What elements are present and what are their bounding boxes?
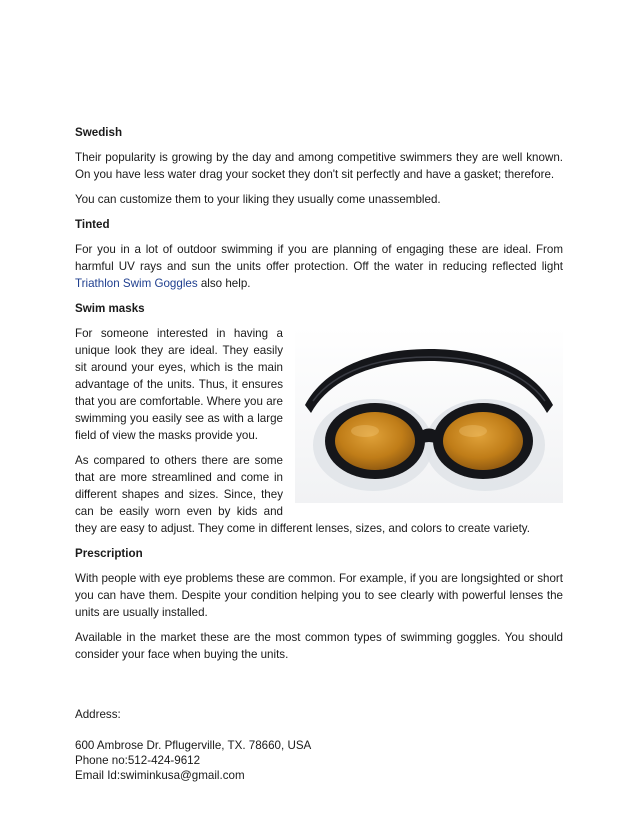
prescription-paragraph-2: Available in the market these are the most common types of swimming goggles. You should consider your face when buying the units. (75, 631, 563, 661)
address-street: 600 Ambrose Dr. Pflugerville, TX. 78660, USA (75, 739, 312, 752)
address-email: Email Id:swiminkusa@gmail.com (75, 769, 245, 782)
heading-swedish: Swedish (75, 126, 123, 139)
address-phone: Phone no:512-424-9612 (75, 754, 201, 767)
heading-swim-masks: Swim masks (75, 302, 145, 315)
tinted-paragraph-tail: also help. (197, 277, 251, 290)
prescription-paragraph-1: With people with eye problems these are common. For example, if you are longsighted or short you can have them. Despite your condition helping you to see clearly with powerful lenses the units are usually installed. (75, 572, 563, 619)
heading-prescription: Prescription (75, 547, 143, 560)
address-label: Address: (75, 708, 121, 721)
swim-masks-paragraph-1: For someone interested in having a unique look they are ideal. They easily sit around your eyes, which is the main advantage of the units. Thus, it ensures that you are comfortable. Where you are swimming you easily see as with a large field of view the masks provide you. (75, 327, 283, 442)
heading-tinted: Tinted (75, 218, 110, 231)
triathlon-swim-goggles-link[interactable]: Triathlon Swim Goggles (75, 277, 198, 290)
swim-masks-paragraph-2: As compared to others there are some that are more streamlined and come in different shapes and sizes. Since, they can be easily worn even by kids and they are easy to adjust. They come in different lenses, sizes, and colors to create variety. (75, 454, 530, 535)
tinted-paragraph (75, 241, 563, 292)
swedish-paragraph-2: You can customize them to your liking they usually come unassembled. (75, 193, 441, 206)
swedish-paragraph-1: Their popularity is growing by the day and among competitive swimmers they are well known. On you have less water drag your socket they don't sit perfectly and have a gasket; therefore. (75, 151, 563, 181)
address-block (75, 707, 563, 783)
swim-goggles-photo (295, 327, 563, 503)
document-body (75, 124, 563, 671)
tinted-paragraph-text: For you in a lot of outdoor swimming if you are planning of engaging these are ideal. From harmful UV rays and sun the units offer protection. Off the water in reducing reflected light (75, 243, 563, 273)
